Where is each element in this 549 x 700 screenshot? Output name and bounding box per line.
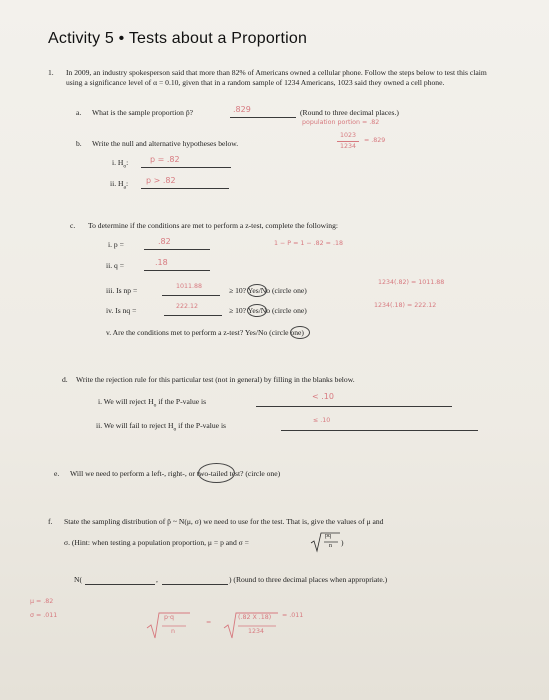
question-text: In 2009, an industry spokesperson said that more than 82% of Americans owned a cellular phone. Follow the steps below to test this claim using a significance level of α = 0.10, given that in a random sample of 1234 Americans, 1023 said they owned a cell phone. [66, 68, 487, 87]
work-equals: = [206, 619, 212, 626]
normal-sep: , [156, 575, 158, 584]
work-numerator: p·q [164, 614, 174, 621]
margin-sigma: σ = .011 [30, 612, 58, 619]
part-e-prompt: Will we need to perform a left-, right-, or two-tailed test? (circle one) [70, 469, 281, 478]
nq-label: iv. Is nq = [106, 306, 137, 315]
work-numerator-values: (.82 X .18) [238, 614, 272, 621]
fail-reject-rule-answer: ≤ .10 [313, 417, 331, 424]
nq-answer: 222.12 [176, 303, 199, 310]
part-a-prompt: What is the sample proportion p̂? [92, 108, 194, 117]
normal-close: ) (Round to three decimal places when appropriate.) [229, 575, 388, 584]
population-scribble: population portion = .82 [302, 119, 380, 126]
sigma-blank [162, 584, 228, 585]
question-number: 1. [48, 68, 54, 77]
ha-answer: p > .82 [146, 176, 176, 185]
nq-work: 1234(.18) = 222.12 [374, 302, 437, 309]
hint-denominator: n [329, 543, 332, 549]
q-work: 1 − P = 1 − .82 = .18 [274, 240, 343, 247]
part-e-label: e. [54, 469, 60, 478]
mu-blank [85, 584, 155, 585]
np-answer: 1011.88 [176, 283, 203, 290]
part-d-prompt: Write the rejection rule for this particular test (not in general) by filling in the blanks below. [76, 375, 355, 384]
conditions-question: v. Are the conditions met to perform a z-test? Yes/No (circle one) [106, 328, 304, 337]
h0-blank [141, 167, 231, 168]
margin-mu: μ = .82 [30, 598, 54, 605]
yes-circle-conditions [290, 326, 310, 339]
nq-blank [164, 315, 222, 316]
nq-check: ≥ 10? Yes/No (circle one) [229, 306, 307, 315]
np-label: iii. Is np = [106, 286, 138, 295]
work-denominator-values: 1234 [248, 628, 265, 635]
work-result: = .011 [282, 612, 304, 619]
work-denominator: n [171, 628, 175, 635]
part-a-note: (Round to three decimal places.) [300, 108, 399, 117]
part-c-label: c. [70, 221, 76, 230]
right-tailed-circle [198, 463, 235, 483]
ha-blank [141, 188, 229, 189]
reject-rule-answer: < .10 [312, 392, 334, 401]
part-c-prompt: To determine if the conditions are met to perform a z-test, complete the following: [88, 221, 338, 230]
np-check: ≥ 10? Yes/No (circle one) [229, 286, 307, 295]
part-f-prompt-line2: σ. (Hint: when testing a population proportion, μ = p and σ = [64, 538, 249, 547]
p-label: i. p = [108, 240, 124, 249]
part-a-answer: .829 [233, 105, 251, 114]
fraction-denominator: 1234 [340, 143, 357, 150]
normal-open: N( [74, 575, 83, 584]
fraction-result: = .829 [364, 137, 386, 144]
p-blank [144, 249, 210, 250]
page-title: Activity 5 • Tests about a Proportion [48, 30, 308, 47]
hint-numerator: pq [325, 533, 331, 539]
np-blank [162, 295, 220, 296]
reject-rule-blank [256, 406, 452, 407]
h0-answer: p = .82 [150, 155, 180, 164]
h0-label: i. $H_o$: [112, 158, 129, 170]
fraction-numerator: 1023 [340, 132, 357, 139]
q-label: ii. q = [106, 261, 124, 270]
reject-rule-label: i. We will reject $H_o$ if the P-value is [98, 397, 207, 409]
part-f-label: f. [48, 517, 53, 526]
yes-circle-nq [247, 304, 267, 317]
ha-label: ii. $H_a$: [110, 179, 129, 191]
p-answer: .82 [158, 237, 171, 246]
fail-reject-rule-blank [281, 430, 478, 431]
part-f-prompt-line1: State the sampling distribution of p̂ ~ N(μ, σ) we need to use for the test. That is, give the values of μ and [64, 517, 384, 526]
part-a-answer-blank [230, 117, 296, 118]
fail-reject-rule-label: ii. We will fail to reject $H_o$ if the P-value is [96, 421, 227, 433]
yes-circle-np [247, 284, 267, 297]
fraction-bar [337, 141, 359, 142]
q-blank [144, 270, 210, 271]
np-work: 1234(.82) = 1011.88 [378, 279, 445, 286]
hint-close: ) [341, 538, 344, 547]
part-a-label: a. [76, 108, 82, 117]
part-b-prompt: Write the null and alternative hypotheses below. [92, 139, 239, 148]
part-b-label: b. [76, 139, 82, 148]
q-answer: .18 [155, 258, 168, 267]
part-d-label: d. [62, 375, 68, 384]
